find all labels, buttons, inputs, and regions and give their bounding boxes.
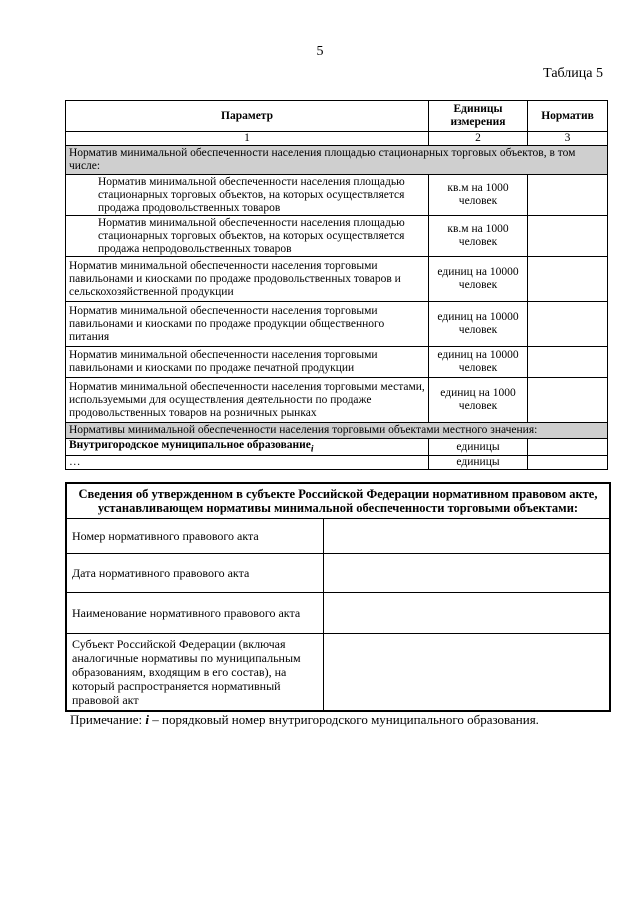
info-title: Сведения об утвержденном в субъекте Российской Федерации нормативном правовом акте, устанавливающем нормативы минимальной обеспеченности торговыми объектами: bbox=[66, 483, 610, 519]
group-row bbox=[66, 423, 608, 439]
norm-cell bbox=[528, 302, 608, 347]
unit-cell: кв.м на 1000 человек bbox=[429, 216, 528, 257]
info-row bbox=[66, 593, 610, 634]
info-row bbox=[66, 519, 610, 554]
unit-cell: кв.м на 1000 человек bbox=[429, 175, 528, 216]
info-value bbox=[323, 519, 610, 554]
table-row bbox=[66, 347, 608, 378]
norm-cell bbox=[528, 347, 608, 378]
param-cell: Норматив минимальной обеспеченности населения торговыми павильонами и киосками по продаже продовольственных товаров и сельскохозяйственной продукции bbox=[66, 257, 429, 302]
col-number: 3 bbox=[528, 132, 608, 146]
param-cell: Норматив минимальной обеспеченности населения торговыми местами, используемыми для осуществления деятельности по продаже продовольственных товаров на розничных рынках bbox=[66, 378, 429, 423]
info-value bbox=[323, 554, 610, 593]
table-row bbox=[66, 216, 608, 257]
municipality-label: Внутригородское муниципальное образование bbox=[69, 439, 311, 451]
info-title-row bbox=[66, 483, 610, 519]
info-label: Субъект Российской Федерации (включая аналогичные нормативы по муниципальным образованиям, входящим в его состав), на который распространяется нормативный правовой акт bbox=[66, 634, 323, 712]
page-number: 5 bbox=[316, 44, 324, 59]
param-cell: Норматив минимальной обеспеченности населения торговыми павильонами и киосками по продаже продукции общественного питания bbox=[66, 302, 429, 347]
note-prefix: Примечание: bbox=[70, 712, 146, 727]
footnote bbox=[70, 712, 539, 728]
header-row bbox=[66, 101, 608, 132]
table-label: Таблица 5 bbox=[543, 66, 603, 81]
unit-cell: единиц на 1000 человек bbox=[429, 378, 528, 423]
unit-cell: единицы bbox=[429, 456, 528, 470]
unit-cell: единиц на 10000 человек bbox=[429, 347, 528, 378]
param-cell: … bbox=[66, 456, 429, 470]
info-label: Наименование нормативного правового акта bbox=[66, 593, 323, 634]
col-number: 1 bbox=[66, 132, 429, 146]
info-label: Номер нормативного правового акта bbox=[66, 519, 323, 554]
info-row bbox=[66, 554, 610, 593]
unit-cell: единиц на 10000 человек bbox=[429, 302, 528, 347]
column-number-row bbox=[66, 132, 608, 146]
info-value bbox=[323, 634, 610, 712]
info-row bbox=[66, 634, 610, 712]
norm-cell bbox=[528, 216, 608, 257]
header-units: Единицы измерения bbox=[429, 101, 528, 132]
group-title: Нормативы минимальной обеспеченности населения торговыми объектами местного значения: bbox=[66, 423, 608, 439]
table-row bbox=[66, 257, 608, 302]
note-text: – порядковый номер внутригородского муниципального образования. bbox=[149, 712, 539, 727]
norm-cell bbox=[528, 378, 608, 423]
norm-cell bbox=[528, 175, 608, 216]
info-label: Дата нормативного правового акта bbox=[66, 554, 323, 593]
group-row bbox=[66, 146, 608, 175]
legal-act-table bbox=[65, 482, 611, 712]
table-row bbox=[66, 439, 608, 456]
param-cell: Норматив минимальной обеспеченности населения площадью стационарных торговых объектов, на которых осуществляется продажа продовольственных товаров bbox=[66, 175, 429, 216]
table-row bbox=[66, 175, 608, 216]
param-cell bbox=[66, 439, 429, 456]
unit-cell: единицы bbox=[429, 439, 528, 456]
col-number: 2 bbox=[429, 132, 528, 146]
info-value bbox=[323, 593, 610, 634]
header-param: Параметр bbox=[66, 101, 429, 132]
norm-cell bbox=[528, 439, 608, 456]
note-variable: i bbox=[145, 712, 149, 727]
unit-cell: единиц на 10000 человек bbox=[429, 257, 528, 302]
header-norm: Норматив bbox=[528, 101, 608, 132]
table-row bbox=[66, 378, 608, 423]
group-title: Норматив минимальной обеспеченности населения площадью стационарных торговых объектов, в том числе: bbox=[66, 146, 608, 175]
norms-table bbox=[65, 100, 608, 470]
table-row bbox=[66, 302, 608, 347]
param-cell: Норматив минимальной обеспеченности населения площадью стационарных торговых объектов, на которых осуществляется продажа непродовольственных товаров bbox=[66, 216, 429, 257]
index-variable: i bbox=[310, 443, 314, 455]
norm-cell bbox=[528, 257, 608, 302]
table-row bbox=[66, 456, 608, 470]
norm-cell bbox=[528, 456, 608, 470]
param-cell: Норматив минимальной обеспеченности населения торговыми павильонами и киосками по продаже печатной продукции bbox=[66, 347, 429, 378]
